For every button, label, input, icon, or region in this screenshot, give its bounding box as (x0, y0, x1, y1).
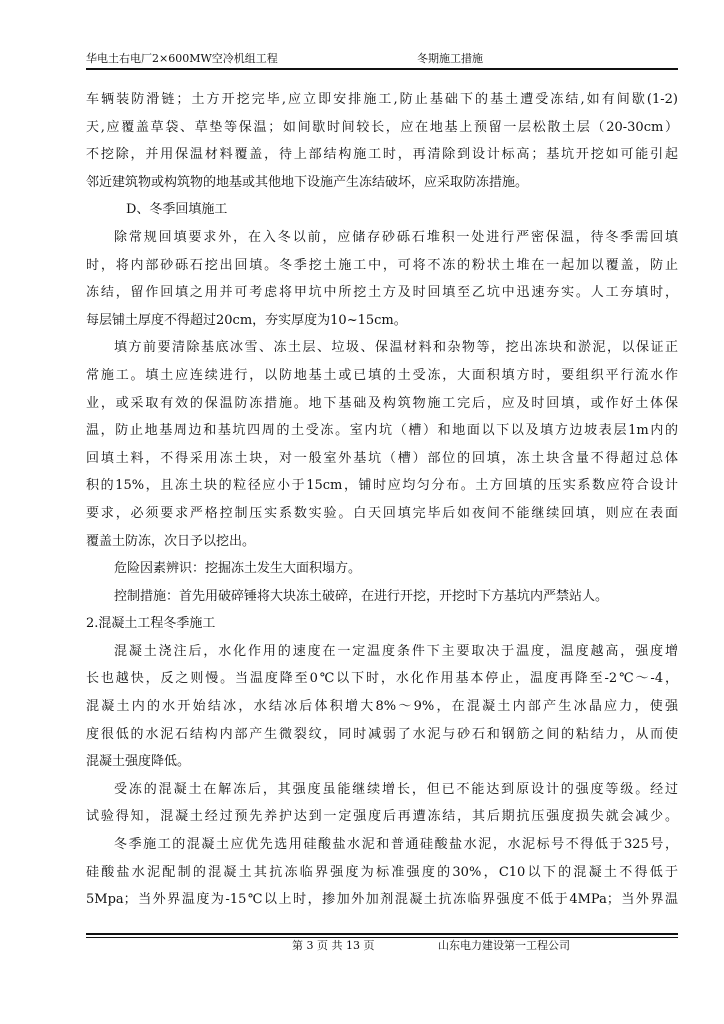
page-footer (86, 938, 678, 954)
body-line: 温，防止地基周边和基坑四周的土受冻。室内坑（槽）和地面以下以及填方边坡表层1m内的 (86, 423, 678, 439)
body-line: 除常规回填要求外，在入冬以前，应储存砂砾石堆积一处进行严密保温，待冬季需回填 (114, 229, 678, 245)
body-line: 车辆装防滑链；土方开挖完毕,应立即安排施工,防止基础下的基土遭受冻结,如有间歇(1-2) (86, 92, 678, 107)
section-heading: 2.混凝土工程冬季施工 (86, 616, 216, 632)
footer-divider (86, 933, 678, 935)
body-line: 业，或采取有效的保温防冻措施。地下基础及构筑物施工完后，应及时回填，或作好土体保 (86, 395, 678, 411)
body-line: 冻结，留作回填之用并可考虑将甲坑中所挖土方及时回填至乙坑中迅速夯实。人工夯填时， (86, 285, 678, 301)
company-name: 山东电力建设第一工程公司 (438, 939, 570, 952)
body-line: 5Mpa；当外界温度为-15℃以上时，掺加外加剂混凝土抗冻临界强度不低于4MPa；当外界温 (86, 892, 678, 908)
body-line: 冬季施工的混凝土应优先选用硅酸盐水泥和普通硅酸盐水泥，水泥标号不得低于325号， (114, 837, 678, 853)
body-line: 混凝土强度降低。 (86, 754, 191, 770)
subsection-heading: D、冬季回填施工 (126, 202, 228, 218)
header-divider (86, 68, 678, 70)
body-line: 覆盖土防冻，次日予以挖出。 (86, 533, 256, 549)
body-line: 填方前要清除基底冰雪、冻土层、垃圾、保温材料和杂物等，挖出冻块和淤泥，以保证正 (114, 340, 678, 356)
page-number: 第 3 页 共 13 页 (292, 939, 375, 952)
page-header (86, 50, 678, 68)
body-line: 不挖除，并用保温材料覆盖，待上部结构施工时，再清除到设计标高；基坑开挖如可能引起 (86, 147, 678, 163)
body-line: 混凝土内的水开始结冰，水结冰后体积增大8%～9%，在混凝土内部产生冰晶应力，使强 (86, 699, 678, 715)
hazard-identification: 危险因素辨识：挖掘冻土发生大面积塌方。 (114, 561, 362, 577)
body-line: 硅酸盐水泥配制的混凝土其抗冻临界强度为标准强度的30%，C10以下的混凝土不得低于 (86, 864, 678, 880)
body-line: 受冻的混凝土在解冻后，其强度虽能继续增长，但已不能达到原设计的强度等级。经过 (114, 781, 678, 797)
body-line: 混凝土浇注后，水化作用的速度在一定温度条件下主要取决于温度，温度越高，强度增 (114, 643, 678, 659)
body-line: 要求，必须要求严格控制压实系数实验。白天回填完毕后如夜间不能继续回填，则应在表面 (86, 505, 678, 521)
header-section-title: 冬期施工措施 (417, 52, 483, 65)
body-line: 试验得知，混凝土经过预先养护达到一定强度后再遭冻结，其后期抗压强度损失就会减少。 (86, 809, 678, 825)
body-line: 积的15%，且冻土块的粒径应小于15cm，铺时应均匀分布。土方回填的压实系数应符合设计 (86, 478, 678, 494)
body-line: 回填土料，不得采用冻土块，对一般室外基坑（槽）部位的回填，冻土块含量不得超过总体 (86, 450, 678, 466)
body-line: 常施工。填土应连续进行，以防地基土或已填的土受冻，大面积填方时，要组织平行流水作 (86, 367, 678, 383)
body-line: 度很低的水泥石结构内部产生微裂纹，同时减弱了水泥与砂石和钢筋之间的粘结力，从而使 (86, 726, 678, 742)
body-line: 长也越快，反之则慢。当温度降至0℃以下时，水化作用基本停止，温度再降至-2℃～-4， (86, 671, 678, 687)
body-line: 邻近建筑物或构筑物的地基或其他地下设施产生冻结破坏，应采取防冻措施。 (86, 174, 529, 190)
document-body (86, 86, 678, 914)
body-line: 时，将内部砂砾石挖出回填。冬季挖土施工中，可将不冻的粉状土堆在一起加以覆盖，防止 (86, 257, 678, 273)
control-measures: 控制措施：首先用破碎锤将大块冻土破碎，在进行开挖，开挖时下方基坑内严禁站人。 (114, 588, 609, 604)
header-project-title: 华电土右电厂2×600MW空冷机组工程 (86, 52, 278, 65)
body-line: 每层铺土厚度不得超过20cm，夯实厚度为10~15cm。 (86, 312, 407, 328)
body-line: 天,应覆盖草袋、草垫等保温；如间歇时间较长，应在地基上预留一层松散土层（20-30cm） (86, 119, 678, 135)
